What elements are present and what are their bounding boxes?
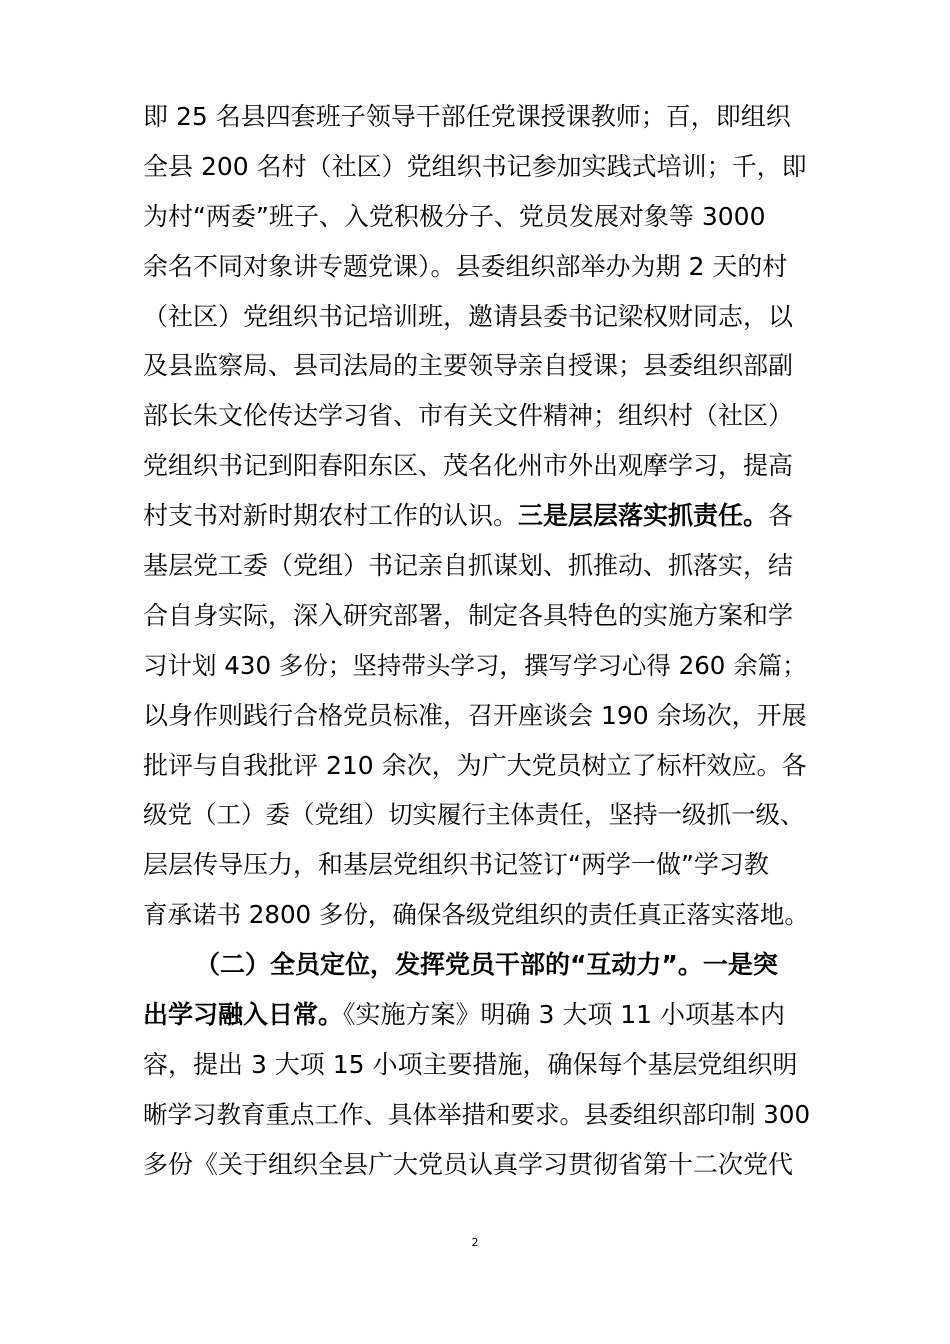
text-line: 级党（工）委（党组）切实履行主体责任，坚持一级抓一级、 (143, 800, 805, 830)
text-line: 余名不同对象讲专题党课）。县委组织部举办为期 2 天的村 (143, 251, 788, 281)
text-line: 即 25 名县四套班子领导干部任党课授课教师；百，即组织 (143, 102, 791, 131)
section-heading-line (143, 940, 813, 990)
text-line: 育承诺书 2800 多份，确保各级党组织的责任真正落实落地。 (143, 900, 809, 930)
text-line: 村支书对新时期农村工作的认识。三是层层落实抓责任。各 (143, 501, 794, 531)
text-line: 以身作则践行合格党员标准，召开座谈会 190 余场次，开展 (143, 700, 807, 730)
text-line: 及县监察局、县司法局的主要领导亲自授课；县委组织部副 (143, 351, 794, 381)
text-line: 多份《关于组织全县广大党员认真学习贯彻省第十二次党代 (143, 1149, 794, 1179)
text-line: 合自身实际，深入研究部署，制定各具特色的实施方案和学 (143, 600, 794, 630)
text-line: 党组织书记到阳春阳东区、茂名化州市外出观摩学习，提高 (143, 451, 794, 481)
text-line: 为村“两委”班子、入党积极分子、党员发展对象等 3000 (143, 201, 766, 231)
text-line: 出学习融入日常。《实施方案》明确 3 大项 11 小项基本内 (143, 1000, 786, 1030)
text-line: 基层党工委（党组）书记亲自抓谋划、抓推动、抓落实，结 (143, 551, 794, 581)
page-number: 2 (471, 1236, 479, 1249)
bold-heading: 三是层层落实抓责任。 (518, 501, 769, 531)
text-line: 晰学习教育重点工作、具体举措和要求。县委组织部印制 300 (143, 1099, 811, 1129)
text-line: 容，提出 3 大项 15 小项主要措施，确保每个基层党组织明 (143, 1049, 798, 1079)
text-line: 全县 200 名村（社区）党组织书记参加实践式培训；千，即 (143, 151, 807, 181)
text-line: 习计划 430 多份；坚持带头学习，撰写学习心得 260 余篇； (143, 650, 807, 680)
text-line: 部长朱文伦传达学习省、市有关文件精神；组织村（社区） (143, 401, 794, 431)
text-line: 批评与自我批评 210 余次，为广大党员树立了标杆效应。各 (143, 750, 807, 780)
body-text (143, 92, 813, 1190)
bold-heading: 出学习融入日常。 (143, 1000, 344, 1030)
text-line: 层层传导压力，和基层党组织书记签订“两学一做”学习教 (143, 850, 769, 880)
section-heading: （二）全员定位，发挥党员干部的“互动力”。一是突 (195, 950, 778, 980)
text-line: （社区）党组织书记培训班，邀请县委书记梁权财同志，以 (143, 301, 794, 331)
